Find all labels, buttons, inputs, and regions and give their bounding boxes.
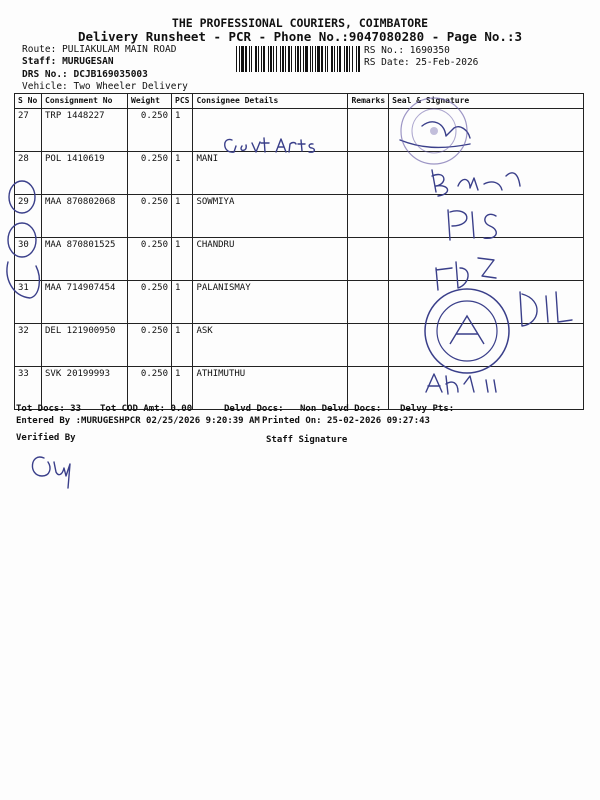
cell-weight: 0.250	[128, 195, 172, 238]
cell-pcs: 1	[172, 195, 193, 238]
cell-weight: 0.250	[128, 109, 172, 152]
total-cod-amount: Tot COD Amt: 0.00	[100, 404, 193, 414]
company-seal-stamp	[398, 95, 470, 167]
staff-label: Staff:	[22, 56, 57, 67]
col-remarks: Remarks	[348, 94, 389, 109]
non-delivered-docs: Non Delvd Docs:	[300, 404, 382, 414]
runsheet-title: Delivery Runsheet - PCR - Phone No.:9047080280 - Page No.:3	[77, 29, 522, 44]
cell-consignment: SVK 20199993	[42, 367, 128, 410]
cell-pcs: 1	[172, 281, 193, 324]
cell-pcs: 1	[172, 367, 193, 410]
cell-consignment: MAA 870802068	[42, 195, 128, 238]
cell-consignment: MAA 870801525	[42, 238, 128, 281]
cell-consignment: POL 1410619	[42, 152, 128, 195]
cell-sno: 33	[15, 367, 42, 410]
vehicle-text: Vehicle: Two Wheeler Delivery	[22, 81, 188, 92]
cell-sno: 30	[15, 238, 42, 281]
cell-consignee: ASK	[193, 324, 348, 367]
cell-pcs: 1	[172, 324, 193, 367]
col-sno: S No	[15, 94, 42, 109]
delivery-points: Delvy Pts:	[400, 404, 455, 414]
cell-weight: 0.250	[128, 238, 172, 281]
cell-weight: 0.250	[128, 152, 172, 195]
rs-date: RS Date: 25-Feb-2026	[364, 57, 479, 68]
round-seal-stamp	[422, 286, 512, 376]
verified-by-label: Verified By	[16, 433, 76, 443]
cell-sno: 28	[15, 152, 42, 195]
printed-on: Printed On: 25-02-2026 09:27:43	[262, 416, 430, 426]
staff-value: MURUGESAN	[62, 56, 114, 67]
col-weight: Weight	[128, 94, 172, 109]
cell-consignee: SOWMIYA	[193, 195, 348, 238]
col-consignee: Consignee Details	[193, 94, 348, 109]
cell-weight: 0.250	[128, 324, 172, 367]
cell-sno: 31	[15, 281, 42, 324]
staff-signature-label: Staff Signature	[266, 435, 348, 445]
cell-consignee: PALANISMAY	[193, 281, 348, 324]
circle-mark	[7, 262, 39, 298]
company-name: THE PROFESSIONAL COURIERS, COIMBATORE	[171, 16, 429, 30]
cell-weight: 0.250	[128, 281, 172, 324]
cell-consignee: CHANDRU	[193, 238, 348, 281]
cell-consignee: MANI	[193, 152, 348, 195]
rs-number: RS No.: 1690350	[364, 45, 450, 56]
circle-mark	[8, 223, 36, 257]
col-seal: Seal & Signature	[389, 94, 584, 109]
cell-pcs: 1	[172, 238, 193, 281]
col-consignment: Consignment No	[42, 94, 128, 109]
cell-weight: 0.250	[128, 367, 172, 410]
cell-sno: 27	[15, 109, 42, 152]
delivered-docs: Delvd Docs:	[224, 404, 284, 414]
drs-label: DRS No.:	[22, 69, 68, 80]
total-docs: Tot Docs: 33	[16, 404, 82, 414]
route-text: Route: PULIAKULAM MAIN ROAD	[22, 44, 177, 55]
cell-consignment: DEL 121900950	[42, 324, 128, 367]
cell-consignment: TRP 1448227	[42, 109, 128, 152]
cell-sno: 32	[15, 324, 42, 367]
cell-pcs: 1	[172, 152, 193, 195]
cell-consignment: MAA 714907454	[42, 281, 128, 324]
cell-sno: 29	[15, 195, 42, 238]
col-pcs: PCS	[172, 94, 193, 109]
cell-consignee: ATHIMUTHU	[193, 367, 348, 410]
cell-pcs: 1	[172, 109, 193, 152]
drs-value: DCJB169035003	[73, 69, 148, 80]
entered-by: Entered By :MURUGESHPCR 02/25/2026 9:20:39 AM	[16, 416, 260, 426]
circle-mark	[9, 181, 35, 213]
